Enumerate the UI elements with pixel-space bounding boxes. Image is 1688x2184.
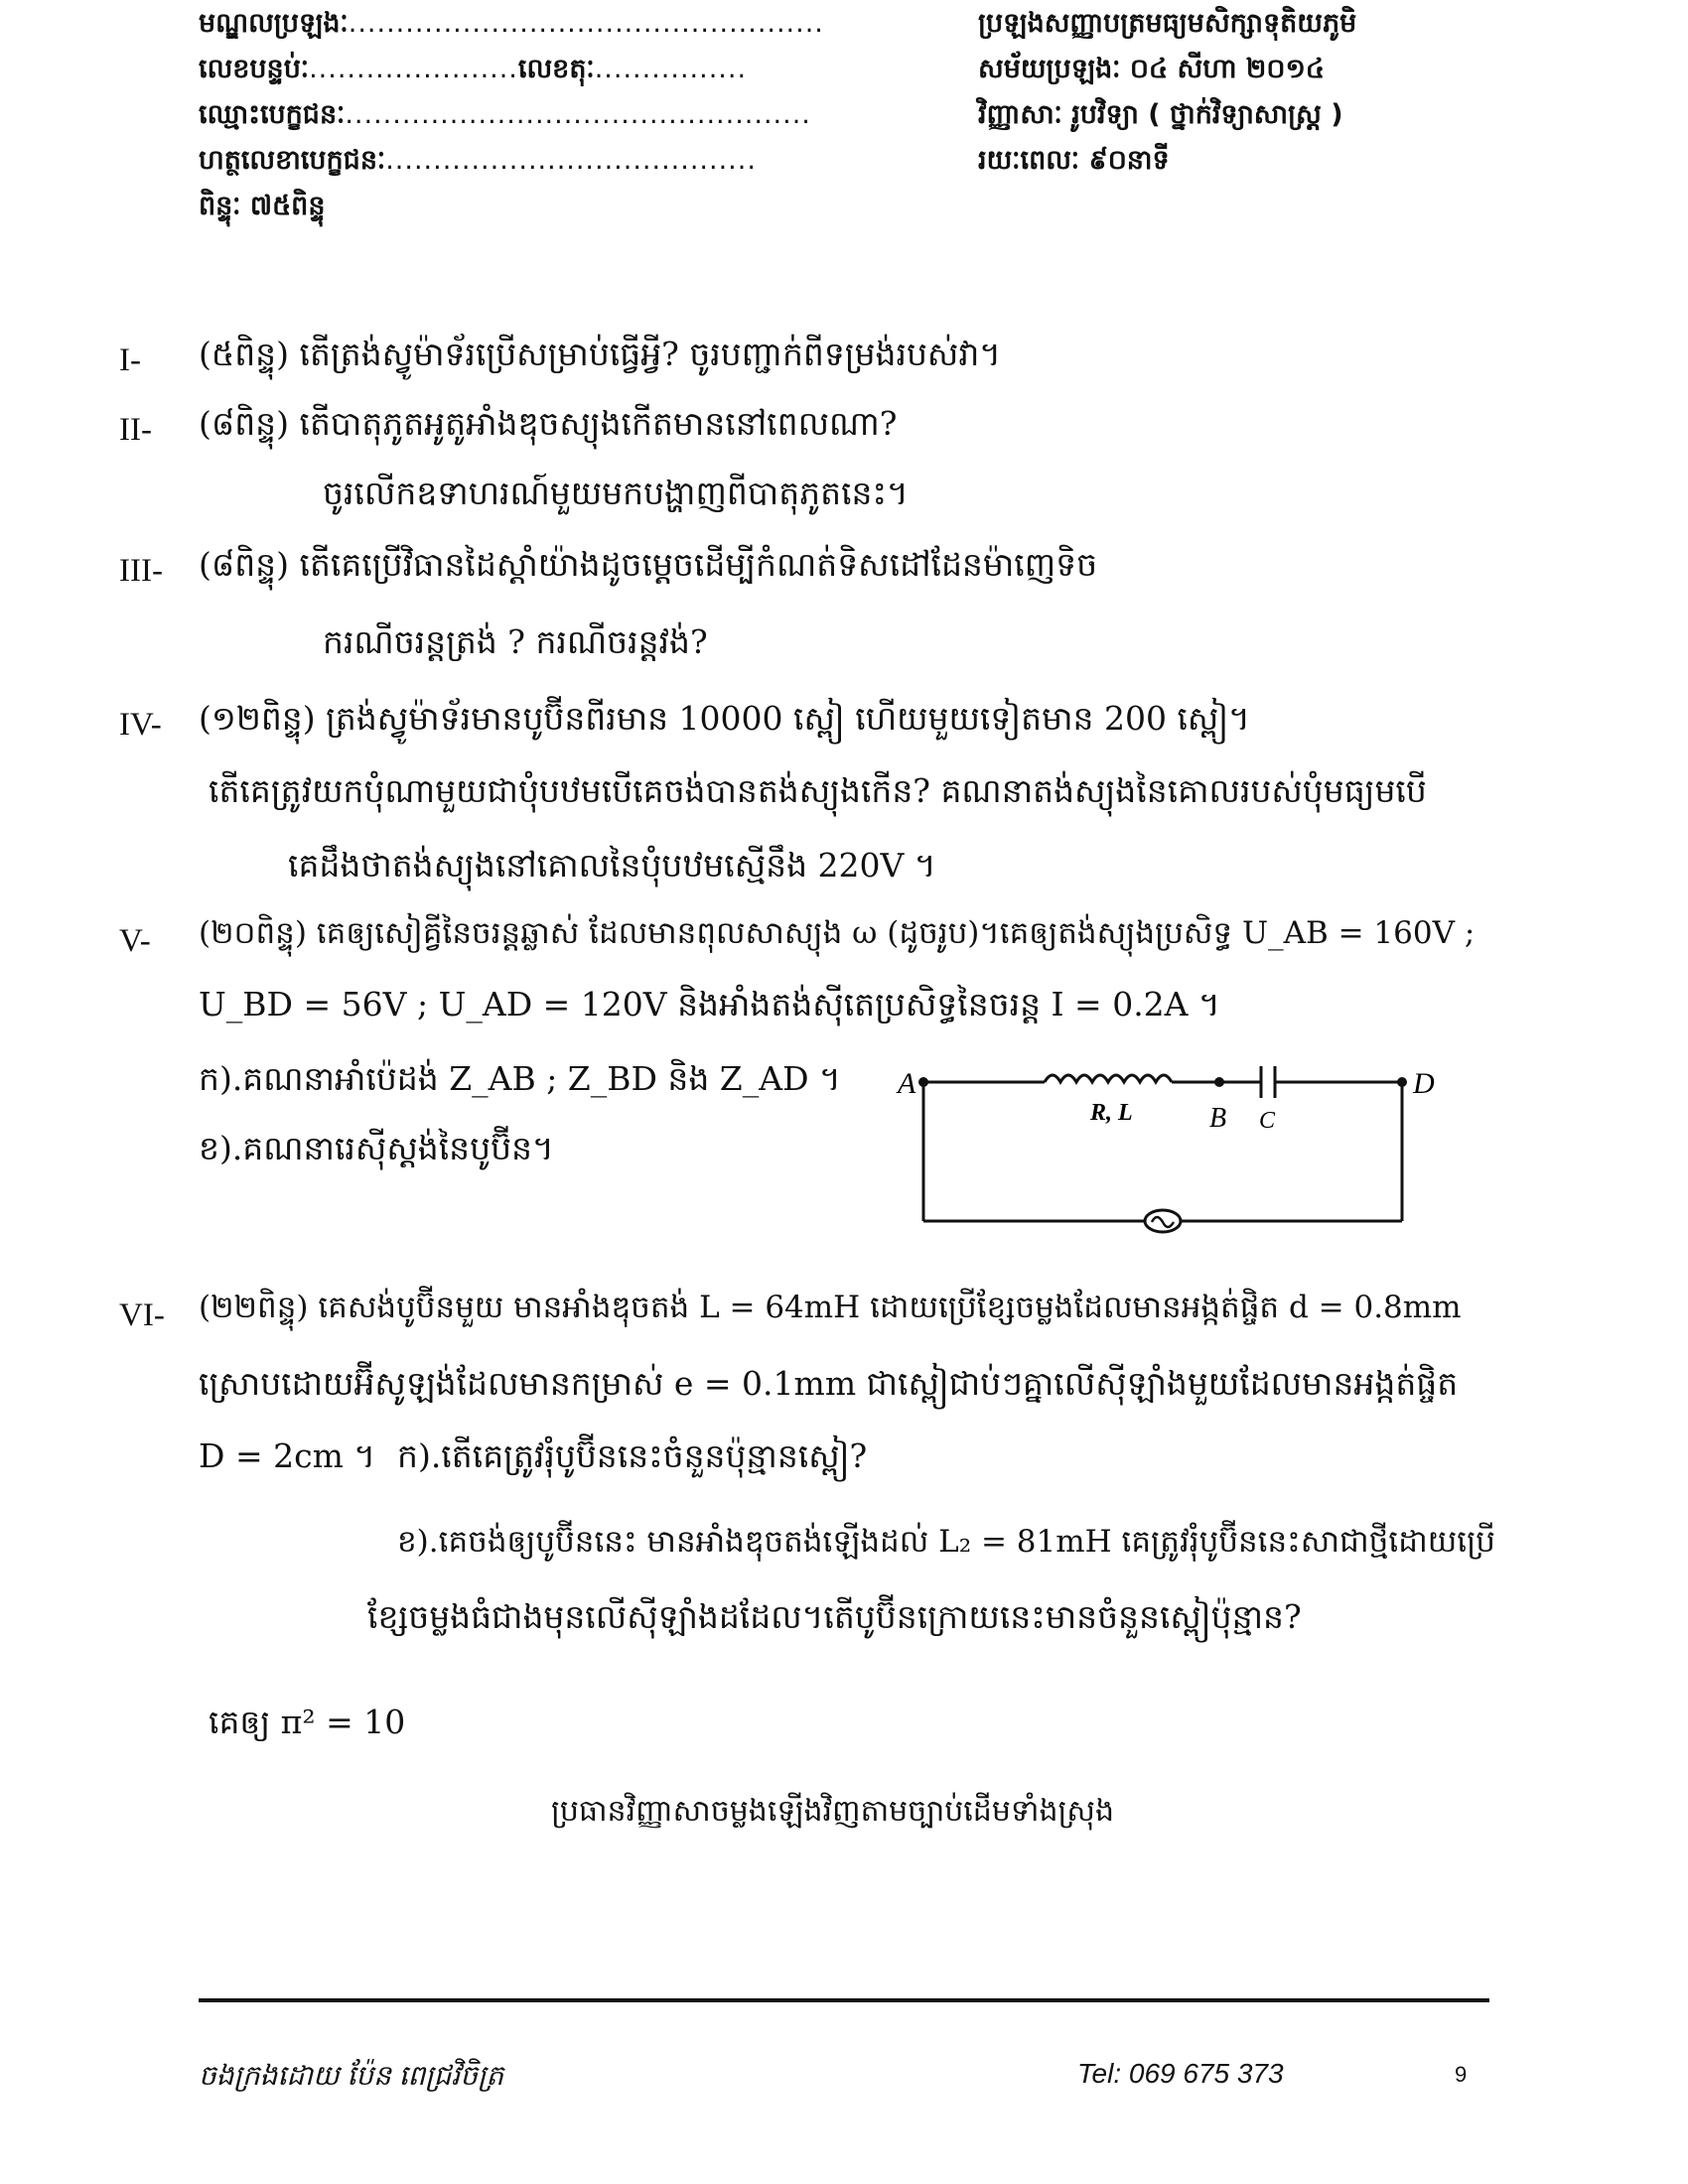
label-c: C [1259,1108,1276,1134]
question-6-line-2: ស្រោបដោយអ៊ីសូឡង់ដែលមានកម្រាស់ e = 0.1mm ជាស្ពៀជាប់ៗគ្នាលើស៊ីឡាំងមួយដែលមានអង្កត់ផ្ចិត [199,1364,1459,1403]
total-score-line [199,193,824,238]
question-6-number: VI- [119,1297,165,1333]
label-a: A [898,1067,916,1100]
candidate-name-label: ឈ្មោះបេក្ខជនៈ [199,99,346,130]
candidate-signature-line [199,147,824,193]
exam-subject: វិញ្ញាសាៈ រូបវិទ្យា ( ថ្នាក់វិទ្យាសាស្ត្រ ) [978,99,1343,130]
question-2-line-1: (៨ពិន្ទុ) តើបាតុភូតអូតូអាំងឌុចស្យុងកើតមាននៅពេលណា? [199,404,898,443]
candidate-name-line [199,101,824,147]
label-b: B [1209,1103,1227,1134]
room-number-label: លេខបន្ទប់ៈ [199,54,310,84]
question-5-part-b: ខ).គណនារេស៊ីស្តង់នៃបូប៊ីន។ [199,1129,554,1167]
question-6-line-1: (២២ពិន្ទុ) គេសង់បូប៊ីនមួយ មានអាំងឌុចតង់ L = 64mH ដោយប្រើខ្សែចម្លងដែលមានអង្កត់ផ្ចិត d = 0.8mm [199,1290,1462,1325]
question-3-line-1: (៨ពិន្ទុ) តើគេប្រើវិធានដៃស្តាំយ៉ាងដូចម្តេចដើម្បីកំណត់ទិសដៅដែនម៉ាញេទិច [199,545,1098,584]
footer-divider [199,1998,1489,2002]
exam-center-field: .................................................. [348,8,824,39]
question-4-line-2: តើគេត្រូវយកបុំណាមួយជាបុំបឋមបើគេចង់បានតង់ស្យុងកើន? គណនាតង់ស្យុងនៃគោលរបស់បុំមធ្យមបើ [209,771,1427,810]
question-4-line-1: (១២ពិន្ទុ) ត្រង់ស្វូម៉ាទ័រមានបូប៊ីនពីរមាន 10000 ស្ពៀ ហើយមួយទៀតមាន 200 ស្ពៀ។ [199,699,1250,738]
desk-number-label: លេខតុៈ [517,54,595,84]
label-rl: R, L [1090,1100,1133,1126]
question-4-number: IV- [119,707,162,743]
coil-icon [1045,1075,1172,1082]
question-1-text: (៥ពិន្ទុ) តើត្រង់ស្វូម៉ាទ័រប្រើសម្រាប់ធ្វើអ្វី? ចូរបញ្ជាក់ពីទម្រង់របស់វា។ [199,335,1002,373]
footer-author: ចងក្រងដោយ ប៉ែន ពេជ្រវិចិត្រ [199,2060,504,2091]
exam-center-label: មណ្ឌលប្រឡងៈ [199,8,349,39]
footer-phone: Tel: 069 675 373 [1077,2058,1284,2089]
exam-info-left [199,10,824,238]
sine-wave-icon [1152,1217,1174,1227]
label-d: D [1413,1067,1435,1100]
question-5-number: V- [119,923,151,959]
exam-duration: រយៈពេលៈ ៩០នាទី [978,145,1170,176]
exam-title: ប្រឡងសញ្ញាបត្រមធ្យមសិក្សាទុតិយភូមិ [978,8,1357,39]
question-6-part-b-line-2: ខ្សែចម្លងធំជាងមុនលើស៊ីឡាំងដដែល។តើបូប៊ីនក្រោយនេះមានចំនួនស្ពៀប៉ុន្មាន? [367,1597,1302,1636]
question-6-line-3a: D = 2cm ។ [199,1436,376,1475]
question-5-line-1: (២០ពិន្ទុ) គេឲ្យសៀគ្វីនៃចរន្តឆ្លាស់ ដែលមានពុលសាស្យុង ω (ដូចរូប)។គេឲ្យតង់ស្យុងប្រសិទ្ធ U_AB = 160V ; [199,915,1476,951]
question-5-part-a: ក).គណនាអាំប៉េដង់ Z_AB ; Z_BD និង Z_AD ។ [199,1059,841,1098]
exam-session: សម័យប្រឡងៈ ០៤ សីហា ២០១៤ [978,54,1326,84]
desk-number-field: ................ [594,54,748,84]
question-2-number: II- [119,412,152,448]
question-6-part-b-line-1: ខ).គេចង់ឲ្យបូប៊ីននេះ មានអាំងឌុចតង់ឡើងដល់ L₂ = 81mH គេត្រូវរុំបូប៊ីននេះសាជាថ្មីដោយប្រើ [397,1524,1495,1560]
candidate-signature-label: ហត្ថលេខាបេក្ខជនៈ [199,145,386,176]
page-number: 9 [1455,2062,1468,2087]
given-constant: គេឲ្យ π² = 10 [209,1703,406,1741]
question-4-line-3: គេដឹងថាតង់ស្យុងនៅគោលនៃបុំបឋមស្មើនឹង 220V ។ [288,846,936,885]
candidate-signature-field: ....................................... [385,145,757,176]
question-3-number: III- [119,553,163,589]
question-6-part-a: ក).តើគេត្រូវរុំបូប៊ីននេះចំនួនប៉ុន្មានស្ពៀ? [397,1436,868,1475]
total-score-label: ពិន្ទុៈ ៧៥ពិន្ទុ [199,191,326,221]
candidate-name-field: ................................................. [345,99,811,130]
question-1-number: I- [119,342,141,378]
node-b [1214,1077,1224,1087]
question-2-line-2: ចូរលើកឧទាហរណ៍មួយមកបង្ហាញពីបាតុភូតនេះ។ [323,474,909,512]
room-number-field: ...................... [309,54,518,84]
node-d [1397,1077,1407,1087]
exam-info-right [978,10,1356,193]
exam-center-line [199,10,824,56]
copy-note: ប្រធានវិញ្ញាសាចម្លងឡើងវិញតាមច្បាប់ដើមទាំងស្រុង [551,1794,1115,1829]
question-3-line-2: ករណីចរន្តត្រង់ ? ករណីចរន្តវង់? [323,622,708,661]
node-a [918,1077,928,1087]
circuit-diagram [894,1052,1450,1251]
question-5-line-2: U_BD = 56V ; U_AD = 120V និងអាំងតង់ស៊ីតេប្រសិទ្ធនៃចរន្ត I = 0.2A ។ [199,985,1220,1024]
room-number-line [199,56,824,101]
